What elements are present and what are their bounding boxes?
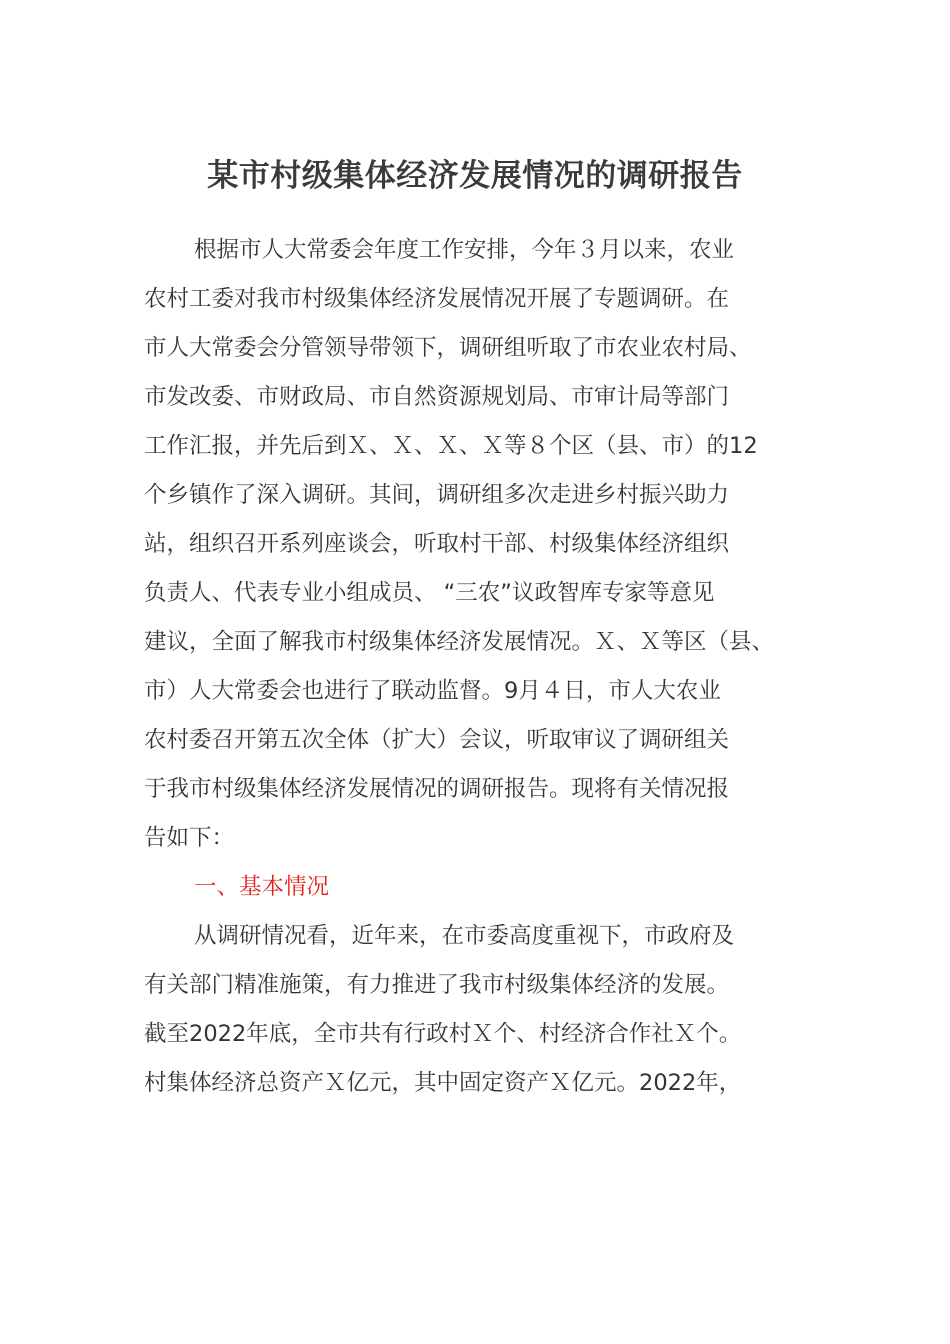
paragraph-line: 根据市人大常委会年度工作安排，今年３月以来，农业 (194, 237, 735, 263)
paragraph-line: 站，组织召开系列座谈会，听取村干部、村级集体经济组织 (144, 531, 730, 557)
document-title: 某市村级集体经济发展情况的调研报告 (207, 158, 743, 194)
paragraph-line: 于我市村级集体经济发展情况的调研报告。现将有关情况报 (144, 776, 730, 802)
paragraph-line: 负责人、代表专业小组成员、 “三农”议政智库专家等意见 (144, 580, 715, 606)
paragraph-line: 市人大常委会分管领导带领下，调研组听取了市农业农村局、 (144, 335, 752, 361)
intro-paragraph (144, 226, 814, 1108)
paragraph-line: 市）人大常委会也进行了联动监督。9月４日，市人大农业 (144, 678, 721, 704)
paragraph-line: 农村委召开第五次全体（扩大）会议，听取审议了调研组关 (144, 727, 730, 753)
paragraph-line: 农村工委对我市村级集体经济发展情况开展了专题调研。在 (144, 286, 730, 312)
paragraph-line: 建议，全面了解我市村级集体经济发展情况。Ｘ、Ｘ等区（县、 (144, 629, 775, 655)
paragraph-line: 工作汇报，并先后到Ｘ、Ｘ、Ｘ、Ｘ等８个区（县、市）的12 (144, 433, 758, 459)
paragraph-line: 市发改委、市财政局、市自然资源规划局、市审计局等部门 (144, 384, 730, 410)
paragraph-line: 村集体经济总资产Ｘ亿元，其中固定资产Ｘ亿元。2022年， (144, 1070, 742, 1096)
paragraph-line: 个乡镇作了深入调研。其间，调研组多次走进乡村振兴助力 (144, 482, 730, 508)
paragraph-line: 有关部门精准施策，有力推进了我市村级集体经济的发展。 (144, 972, 730, 998)
paragraph-line: 告如下： (144, 825, 235, 851)
section-heading: 一、基本情况 (194, 874, 330, 900)
paragraph-line: 从调研情况看，近年来，在市委高度重视下，市政府及 (194, 923, 735, 949)
paragraph-line: 截至2022年底，全市共有行政村Ｘ个、村经济合作社Ｘ个。 (144, 1021, 742, 1047)
